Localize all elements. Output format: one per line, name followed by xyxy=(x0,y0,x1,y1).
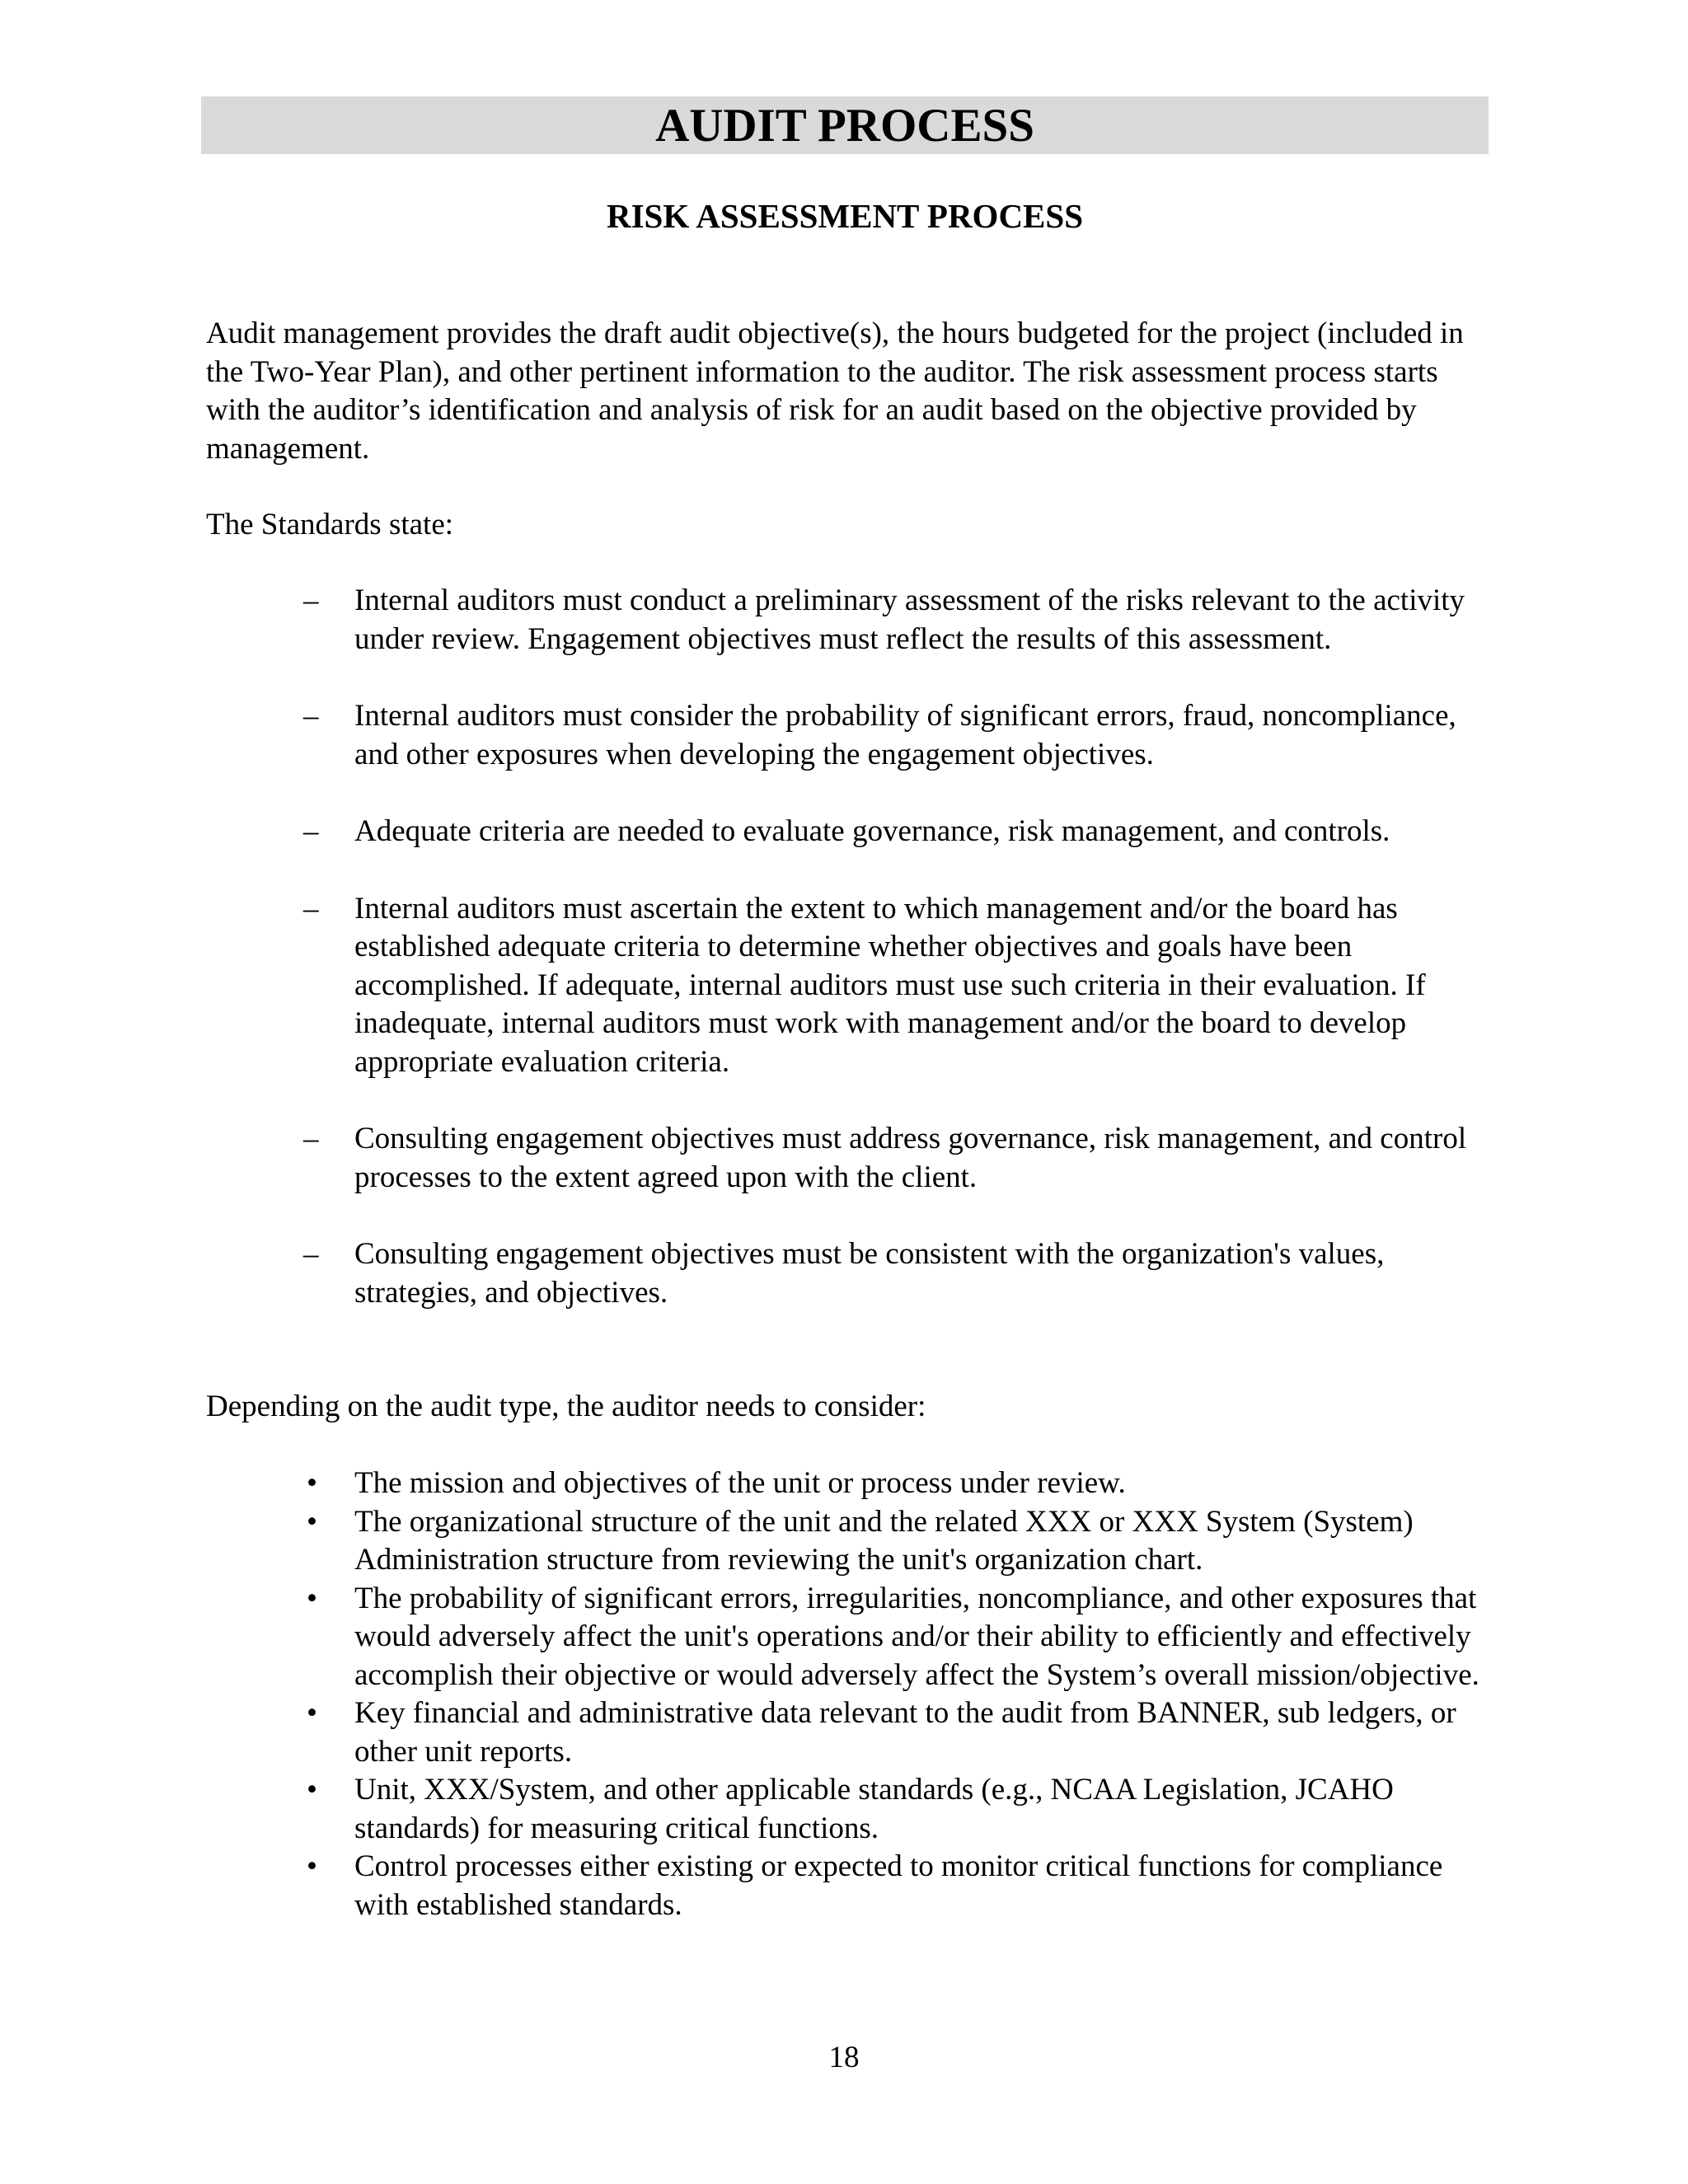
dash-marker: – xyxy=(303,1237,319,1271)
considerations-list xyxy=(206,1465,1492,1924)
standards-item xyxy=(206,1120,1492,1197)
page-number: 18 xyxy=(828,2041,860,2074)
standards-item xyxy=(206,890,1492,1082)
bullet-marker: • xyxy=(307,1504,317,1539)
dash-marker: – xyxy=(303,1122,319,1155)
standards-item-text: Consulting engagement objectives must be consistent with the organization's values, strategies, and objectives. xyxy=(354,1237,1385,1310)
considerations-lead: Depending on the audit type, the auditor needs to consider: xyxy=(206,1390,926,1423)
page-title: AUDIT PROCESS xyxy=(655,100,1034,152)
considerations-item-text: The probability of significant errors, irregularities, noncompliance, and other exposures that would adversely affect the unit's operations and/or their ability to efficiently and effectively accomplish their objective or would adversely affect the System’s overall mission/objective. xyxy=(354,1581,1479,1692)
standards-item-text: Internal auditors must consider the probability of significant errors, fraud, noncompliance, and other exposures when developing the engagement objectives. xyxy=(354,699,1456,771)
considerations-item-text: The organizational structure of the unit and the related XXX or XXX System (System) Administration structure from reviewing the unit's organization chart. xyxy=(354,1504,1414,1577)
standards-lead: The Standards state: xyxy=(206,508,454,541)
considerations-item xyxy=(206,1503,1492,1580)
standards-item-text: Adequate criteria are needed to evaluate governance, risk management, and controls. xyxy=(354,814,1390,848)
bullet-marker: • xyxy=(307,1849,317,1883)
considerations-item-text: Control processes either existing or expected to monitor critical functions for compliance with established standards. xyxy=(354,1849,1443,1922)
bullet-marker: • xyxy=(307,1773,317,1807)
considerations-item xyxy=(206,1694,1492,1771)
bullet-marker: • xyxy=(307,1466,317,1500)
bullet-marker: • xyxy=(307,1696,317,1730)
dash-marker: – xyxy=(303,814,319,848)
considerations-item-text: Unit, XXX/System, and other applicable standards (e.g., NCAA Legislation, JCAHO standards) for measuring critical functions. xyxy=(354,1773,1394,1845)
dash-marker: – xyxy=(303,699,319,733)
standards-item-text: Internal auditors must ascertain the extent to which management and/or the board has established adequate criteria to determine whether objectives and goals have been accomplished. If adequate, internal auditors must use such criteria in their evaluation. If inadequate, internal auditors must work with management and/or the board to develop appropriate evaluation criteria. xyxy=(354,891,1426,1079)
dash-marker: – xyxy=(303,891,319,926)
standards-item xyxy=(206,813,1492,851)
considerations-item-text: The mission and objectives of the unit or process under review. xyxy=(354,1466,1126,1500)
standards-item xyxy=(206,582,1492,658)
considerations-item xyxy=(206,1771,1492,1848)
considerations-item xyxy=(206,1848,1492,1924)
intro-paragraph: Audit management provides the draft audit objective(s), the hours budgeted for the project (included in the Two-Year Plan), and other pertinent information to the auditor. The risk assessment process starts with the auditor’s identification and analysis of risk for an audit based on the objective provided by management. xyxy=(206,316,1464,466)
standards-item xyxy=(206,697,1492,774)
standards-item-text: Internal auditors must conduct a preliminary assessment of the risks relevant to the activity under review. Engagement objectives must reflect the results of this assessment. xyxy=(354,583,1465,656)
standards-list xyxy=(206,582,1492,1351)
considerations-item xyxy=(206,1580,1492,1695)
title-banner xyxy=(201,96,1489,154)
section-subtitle: RISK ASSESSMENT PROCESS xyxy=(606,197,1084,235)
considerations-item-text: Key financial and administrative data relevant to the audit from BANNER, sub ledgers, or other unit reports. xyxy=(354,1696,1456,1769)
standards-item-text: Consulting engagement objectives must address governance, risk management, and control processes to the extent agreed upon with the client. xyxy=(354,1122,1467,1194)
considerations-item xyxy=(206,1465,1492,1503)
standards-item xyxy=(206,1235,1492,1312)
dash-marker: – xyxy=(303,583,319,617)
bullet-marker: • xyxy=(307,1581,317,1615)
